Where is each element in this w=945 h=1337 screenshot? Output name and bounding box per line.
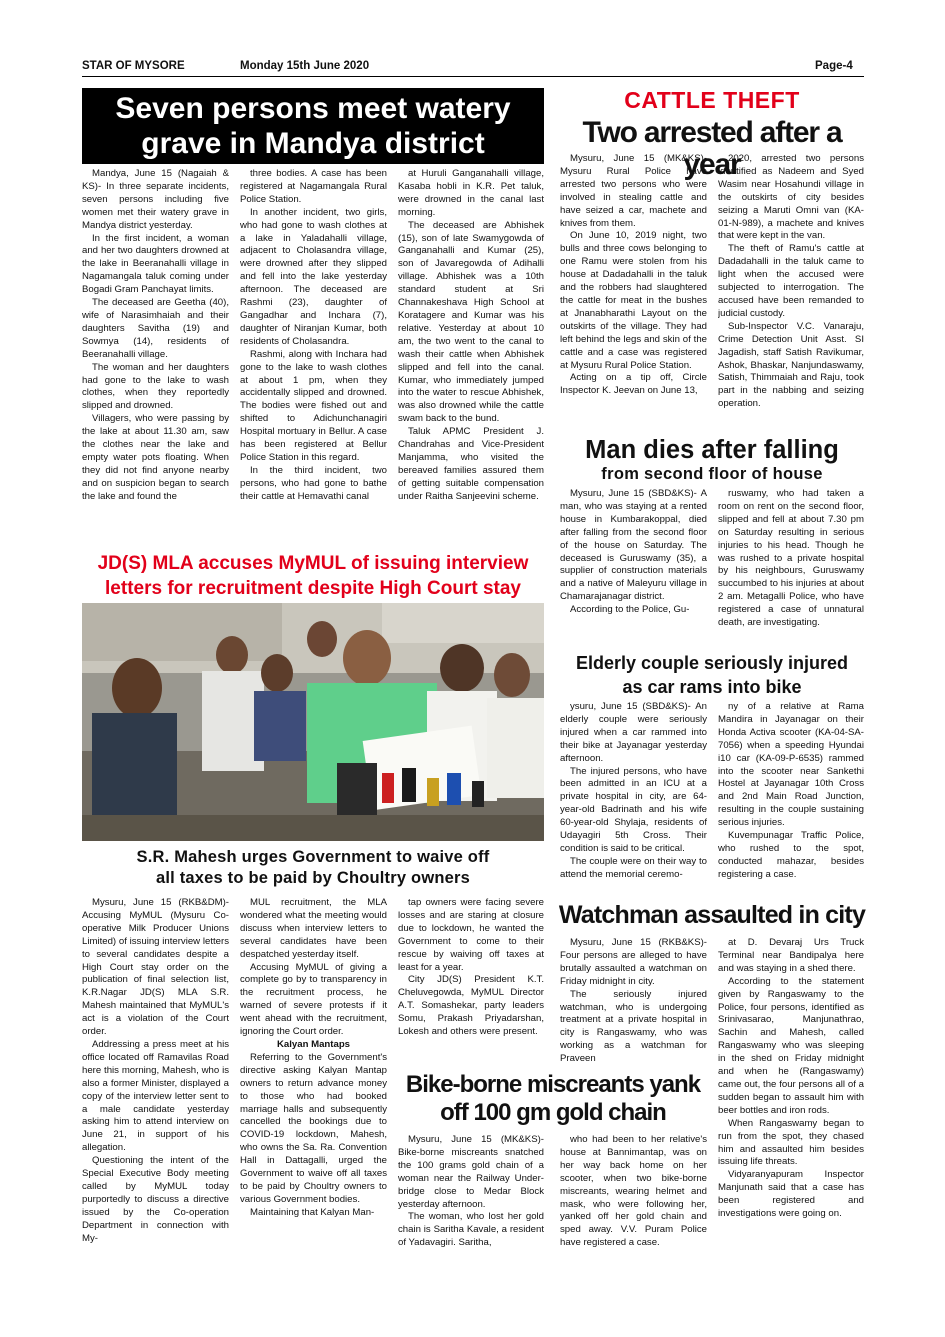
paragraph: at Huruli Ganganahalli village, Kasaba hobli in K.R. Pet taluk, were drowned in the canal last morning. (398, 168, 544, 218)
masthead-rule (82, 76, 864, 77)
paragraph: Acting on a tip off, Circle Inspector K. Jeevan on June 13, (560, 372, 707, 397)
story4-column-3 (398, 897, 544, 1067)
paragraph: three bodies. A case has been registered at Nagamangala Rural Police Station. (240, 168, 387, 205)
story2-kicker: CATTLE THEFT (624, 87, 800, 113)
story4-headline (82, 551, 544, 601)
story4-headline-line2: letters for recruitment despite High Court stay (105, 578, 521, 599)
paragraph: who had been to her relative's house at Bannimantap, was on her way back home on her scooter, when two bike-borne miscreants, wearing helmet and mask, who were following her, yanked off her gold chain and sped away. V.V. Puram Police have registered a case. (560, 1134, 707, 1249)
photo-caption (82, 847, 544, 889)
paragraph: Taluk APMC President J. Chandrahas and Vice-President Manjamma, who visited the bereaved families assured them of getting suitable compensation under Raitha Sanjeevini scheme. (398, 426, 544, 502)
story7-column-1 (398, 1134, 544, 1262)
story1-column-1 (82, 168, 229, 546)
story6-column-2 (718, 937, 864, 1262)
paragraph: Rashmi, along with Inchara had gone to the lake to wash clothes at about 1 pm, when they accidentally slipped and drowned. The bodies were fished out and shifted to Adichunchanagiri Hospital mortuary in Bellur. A case has been registered at Bellur Police Station in this regard. (240, 348, 387, 463)
story1-headline-line1: Seven persons meet watery (115, 92, 511, 125)
paragraph: Questioning the intent of the Special Executive Body meeting called by MyMUL today purportedly to discuss a directive issued by the Co-operation Department in connection with My- (82, 1155, 229, 1244)
paragraph: Villagers, who were passing by the lake at about 11.30 am, saw the clothes near the lake and empty water pots floating. When they did not find anyone nearby and on suspicion began to search the lake and found the (82, 413, 229, 502)
story2-column-1 (560, 153, 707, 433)
story6-headline: Watchman assaulted in city (558, 901, 866, 929)
story2-column-2 (718, 153, 864, 433)
paragraph: Mysuru, June 15 (RKB&KS)- Four persons are alleged to have brutally assaulted a watchman on Friday midnight in city. (560, 937, 707, 987)
press-meet-photo-illustration (82, 603, 544, 841)
paragraph: ysuru, June 15 (SBD&KS)- An elderly couple were seriously injured when a car rammed into their bike at Jayanagar yesterday afternoon. (560, 701, 707, 764)
paragraph: ny of a relative at Rama Mandira in Jayanagar on their Honda Activa scooter (KA-04-SA-7056) when a speeding Hyundai i10 car (KA-09-P-6535) rammed into the scooter near Sankethi Hostel at Jayanagar 10th Cross and 2nd Main Road Junction, resulting in the couple sustaining serious injuries. (718, 701, 864, 829)
story6-column-1 (560, 937, 707, 1067)
paragraph: According to the Police, Gu- (570, 604, 690, 616)
press-meet-photo (82, 603, 544, 841)
story1-column-2 (240, 168, 387, 546)
paragraph: Mysuru, June 15 (SBD&KS)- A man, who was staying at a rented house in Kumbarakoppal, died after falling from the second floor of the house on Saturday. The deceased is Guruswamy (35), a supplier of construction materials and a native of Maleyuru village in Chamarajanagar district. (560, 488, 707, 603)
paragraph: On June 10, 2019 night, two bulls and three cows belonging to one Ramu were stolen from his house at Dadadahalli in the taluk and the robbers had slaughtered the cattle for meat in the bushes at Jnanabharathi Layout on the outskirts of the village. They had left behind the legs and skin of the cattle and a case was registered at Mysuru Rural Police Station. (560, 230, 707, 371)
story1-headline (82, 88, 544, 164)
paragraph: The theft of Ramu's cattle at Dadadahalli in the taluk came to light when the accused were subjected to interrogation. The accused have been remanded to judicial custody. (718, 243, 864, 319)
paragraph: Mandya, June 15 (Nagaiah & KS)- In three separate incidents, seven persons including five women met their watery grave in Mandya district yesterday. (82, 168, 229, 231)
paragraph: Referring to the Government's directive asking Kalyan Mantap owners to return advance money to those who had booked marriage halls and subsequently cancelled the bookings due to COVID-19 lockdown, Mahesh, who owns the Sa. Ra. Convention Hall in Dattagalli, urged the Government to waive off all taxes to be paid by Choultry owners to various Government bodies. (240, 1051, 387, 1205)
paper-name: STAR OF MYSORE (82, 60, 185, 72)
paragraph: tap owners were facing severe losses and are staring at closure due to lockdown, he wanted the Government to come to their rescue by waiving off taxes at least for a year. (398, 897, 544, 973)
paragraph: ruswamy, who had taken a room on rent on the second floor, slipped and fell at about 7.30 pm on Saturday resulting in serious injuries to his head. Though he was rushed to a private hospital by his neighbours, Guruswamy succumbed to his injuries at about 2 am. Metagalli Police, who have registered a case of unnatural death, are investigating. (718, 488, 864, 629)
paragraph: In the third incident, two persons, who had gone to bathe their cattle at Hemavathi canal (240, 464, 387, 502)
story3-subheadline: from second floor of house (601, 465, 823, 483)
paragraph: The deceased are Abhishek (15), son of late Swamygowda of Ganganahalli and Kumar (25), son of Javaregowda of Adihalli village. Abhishek was a 10th standard student at Sri Channakeshava High School at Koratagere and Kumar was his relative. Yesterday at about 10 am, the two went to the canal to wash their cattle when Abhishek slipped and fell into the canal. Kumar, who immediately jumped into the water to rescue Abhishek, was also drowned while the cattle swam back to the bund. (398, 219, 544, 425)
paragraph: 2020, arrested two persons identified as Nadeem and Syed Wasim near Hosahundi village in the outskirts of city besides seizing a Maruti Omni van (KA-01-N-989), a machete and knives that were kept in the van. (718, 153, 864, 242)
issue-date: Monday 15th June 2020 (240, 60, 370, 72)
story5-column-1 (560, 701, 707, 897)
paragraph: The couple were on their way to attend the memorial ceremo- (560, 855, 707, 880)
paragraph: The injured persons, who have been admitted in an ICU at a private hospital in city, are 64-year-old Badrinath and his wife 60-year-old Shylaja, residents of Udayagiri 5th Cross. Their condition is said to be critical. (560, 765, 707, 854)
paragraph: In the first incident, a woman and her two daughters drowned at the lake in Beeranahalli village in Nagamangala taluk coming under Bogadi Gram Panchayat limits. (82, 232, 229, 296)
paragraph: Mysuru, June 15 (RKB&DM)- Accusing MyMUL (Mysuru Co-operative Milk Producer Unions Limited) of issuing interview letters to several candidates despite a High Court stay order on the publication of final selection list, K.R.Nagar JD(S) MLA S.R. Mahesh maintained that MyMUL's act is a violation of the Court order. (82, 897, 229, 1038)
story4-column-1 (82, 897, 229, 1261)
paragraph: When Rangaswamy began to run from the spot, they chased him and assaulted him besides issuing life threats. (718, 1117, 864, 1168)
paragraph: Kuvempunagar Traffic Police, who rushed to the spot, conducted mahazar, besides registering a case. (718, 830, 864, 880)
paragraph: Addressing a press meet at his office located off Ramavilas Road here this morning, Mahesh, who is also a former Minister, displayed a copy of the interview letter sent to a male candidate yesterday asking him to attend interview on June 21, in support of his allegation. (82, 1038, 229, 1154)
page-number: Page-4 (815, 60, 853, 72)
paragraph: Accusing MyMUL of giving a complete go by to transparency in the recruitment process, he warned of severe protests if it went ahead with the recruitment, ignoring the Court order. (240, 961, 387, 1038)
paragraph: According to the statement given by Rangaswamy to the Police, four persons, identified as Srinivasarao, Manjunathrao, Sachin and Mahesh, called Rangaswamy who was sleeping in the shed on Friday midnight and when he (Rangaswamy) came out, the four persons all of a sudden began to assault him with beer bottles and iron rods. (718, 975, 864, 1116)
story7-headline-line2: off 100 gm gold chain (440, 1099, 666, 1126)
paragraph: Sub-Inspector V.C. Vanaraju, Crime Detection Unit Asst. SI Jagadish, staff Satish Ravikumar, Ashok, Bhaskar, Nanjundaswamy, Satish, Thimmaiah and Raju, took part in the nabbing and seizing operation. (718, 320, 864, 410)
paragraph: Mysuru, June 15 (MK&KS)- Mysuru Rural Police have arrested two persons who were involved in stealing cattle and have seized a car, machete and knives from them. (560, 153, 707, 229)
paragraph: MUL recruitment, the MLA wondered what the meeting would discuss when interview letters to several candidates have been despatched yesterday itself. (240, 897, 387, 960)
story2-headline: Two arrested after a year (582, 116, 842, 181)
story5-headline-line2: as car rams into bike (622, 677, 802, 697)
story1-headline-line2: grave in Mandya district (141, 127, 485, 160)
story7-headline-line1: Bike-borne miscreants yank (405, 1071, 701, 1098)
story5-headline (560, 651, 864, 699)
story1-column-3 (398, 168, 544, 546)
story4-headline-line1: JD(S) MLA accuses MyMUL of issuing interview (97, 553, 529, 574)
story3-headline: Man dies after falling (585, 436, 839, 464)
photo-caption-line2: all taxes to be paid by Choultry owners (155, 869, 471, 887)
paragraph: The seriously injured watchman, who is undergoing treatment at a private hospital in city is Rangaswamy, who was working as a watchman for Praveen (560, 988, 707, 1065)
paragraph: Maintaining that Kalyan Man- (250, 1206, 375, 1218)
photo-caption-line1: S.R. Mahesh urges Government to waive off (136, 848, 490, 866)
paragraph: Mysuru, June 15 (MK&KS)- Bike-borne miscreants snatched the 100 grams gold chain of a woman near the Railway Under-bridge close to Medar Block yesterday afternoon. (398, 1134, 544, 1210)
story7-column-2 (560, 1134, 707, 1262)
paragraph: at D. Devaraj Urs Truck Terminal near Bandipalya here and was staying in a shed there. (718, 937, 864, 974)
story3-column-2 (718, 488, 864, 644)
paragraph: City JD(S) President K.T. Cheluvegowda, MyMUL Director A.T. Somashekar, party leaders Somu, Prakash Priyadarshan, Lokesh and others were present. (398, 974, 544, 1038)
paragraph: Vidyaranyapuram Inspector Manjunath said that a case has been registered and investigations were going on. (718, 1169, 864, 1220)
paragraph: The deceased are Geetha (40), wife of Narasimhaiah and their daughters Savitha (19) and Sowmya (14), residents of Beeranahalli village. (82, 297, 229, 360)
story5-headline-line1: Elderly couple seriously injured (575, 653, 849, 673)
story5-column-2 (718, 701, 864, 897)
paragraph: In another incident, two girls, who had gone to wash clothes at a lake in Yaladahalli village, adjacent to Cholasandra village, were drowned after they slipped and fell into the lake yesterday afternoon. The deceased are Rashmi (23), daughter of Gangadhar and Inchara (7), daughter of Niranjan Kumar, both residents of Cholasandra. (240, 206, 387, 347)
paragraph: The woman and her daughters had gone to the lake to wash clothes, when they reportedly slipped and drowned. (82, 361, 229, 412)
story3-column-1 (560, 488, 707, 644)
story7-headline (398, 1071, 708, 1127)
subheading-kalyan-mantaps: Kalyan Mantaps (276, 1038, 351, 1050)
paragraph: The woman, who lost her gold chain is Saritha Kavale, a resident of Yadavagiri. Saritha, (398, 1211, 544, 1249)
story4-column-2 (240, 897, 387, 1261)
